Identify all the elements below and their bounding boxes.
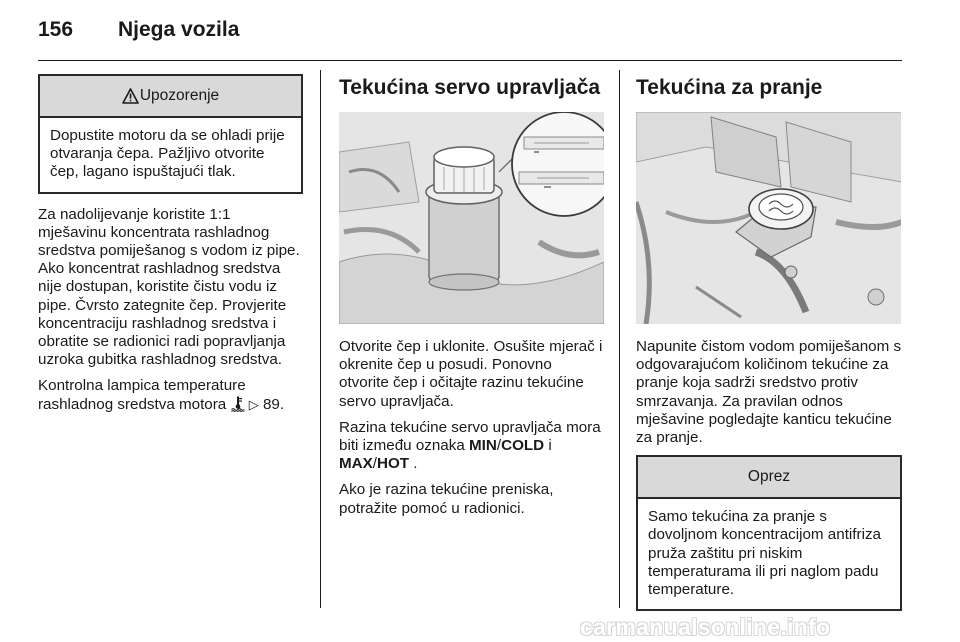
level-marks-text: Razina tekućine servo upravljača mora biti između oznaka xyxy=(339,418,601,455)
level-marks-paragraph xyxy=(339,419,604,474)
column-divider-1 xyxy=(320,70,321,608)
caution-title: Oprez xyxy=(747,468,791,486)
warning-header xyxy=(40,76,301,118)
washer-fluid-figure xyxy=(636,112,901,324)
column-2 xyxy=(339,74,604,526)
page-number: 156 xyxy=(38,18,74,41)
power-steering-reservoir-illustration xyxy=(339,112,604,324)
sentence-end: . xyxy=(413,455,418,473)
column-3 xyxy=(636,74,902,623)
page-reference-icon: ▷ xyxy=(248,396,259,412)
coolant-temperature-icon xyxy=(231,396,245,412)
power-steering-figure xyxy=(339,112,604,324)
page-reference[interactable]: 89. xyxy=(262,395,285,413)
warning-text: Dopustite motoru da se ohladi prije otvaranja čepa. Pažljivo otvorite čep, lagano ispuštajući tlak. xyxy=(50,127,285,181)
section-title-power-steering: Tekućina servo upravljača xyxy=(339,76,601,99)
section-title-washer-fluid: Tekućina za pranje xyxy=(636,76,823,99)
washer-refill-paragraph: Napunite čistom vodom pomiješanom s odgovarajućom količinom tekućine za pranje koja sadrži sredstvo protiv smrzavanja. Za pravilan odnos mješavine pogledajte kanticu tekućine za pranje. xyxy=(636,338,902,447)
coolant-lamp-text: Kontrolna lampica temperature rashladnog sredstva motora xyxy=(38,377,246,413)
warning-box xyxy=(38,74,303,194)
header-divider xyxy=(38,60,902,61)
column-divider-2 xyxy=(619,70,620,608)
low-level-paragraph: Ako je razina tekućine preniska, potražite pomoć u radionici. xyxy=(339,481,554,517)
warning-triangle-icon xyxy=(122,88,139,104)
mark-separator: / xyxy=(372,455,377,473)
column-1 xyxy=(38,74,303,422)
mark-max: MAX xyxy=(339,455,373,473)
mark-separator: / xyxy=(496,437,502,455)
coolant-lamp-paragraph xyxy=(38,377,303,413)
caution-text: Samo tekućina za pranje s dovoljnom koncentracijom antifriza pruža zaštitu pri niskim temperaturama ili pri naglom padu temperature. xyxy=(648,508,881,599)
mark-hot: HOT xyxy=(376,455,410,473)
caution-box xyxy=(636,455,902,611)
washer-reservoir-illustration xyxy=(636,112,901,324)
mark-and: i xyxy=(548,437,552,455)
watermark: carmanualsonline.info xyxy=(580,614,831,640)
mark-min: MIN xyxy=(469,437,497,455)
coolant-refill-paragraph: Za nadolijevanje koristite 1:1 mješavinu koncentrata rashladnog sredstva pomiješanog s vodom iz pipe. Ako koncentrat rashladnog sredstva nije dostupan, koristite čistu vodu iz pipe. Čvrsto zategnite čep. Provjerite koncentraciju rashladnog sredstva i obratite se radionici radi popravljanja uzroka gubitka rashladnog sredstva. xyxy=(38,205,300,369)
mark-cold: COLD xyxy=(501,437,545,455)
page-title: Njega vozila xyxy=(118,18,240,41)
caution-header xyxy=(638,457,900,499)
warning-title: Upozorenje xyxy=(139,86,220,104)
dipstick-paragraph: Otvorite čep i uklonite. Osušite mjerač i okrenite čep u posudi. Ponovno otvorite čep i očitajte razinu tekućine servo upravljača. xyxy=(339,338,603,410)
